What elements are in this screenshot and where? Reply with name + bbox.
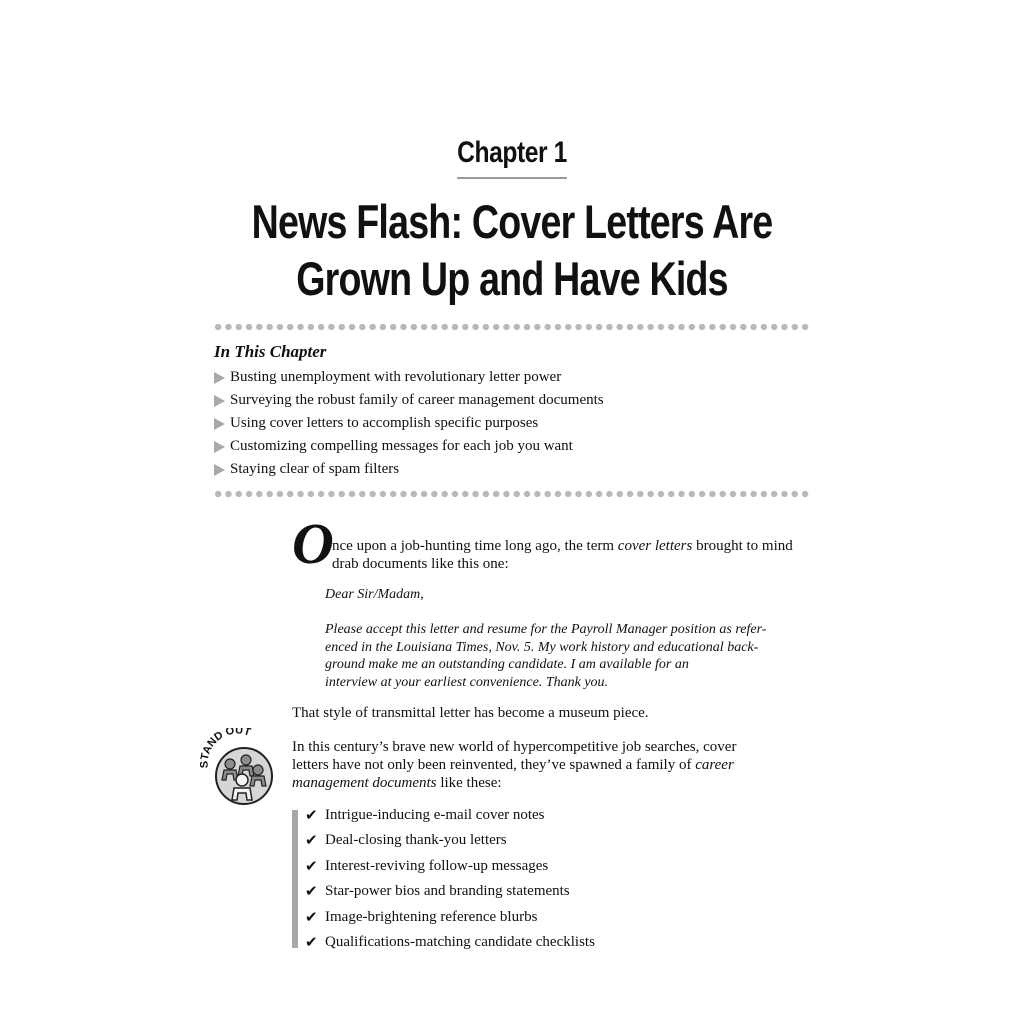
sample-letter-greeting: Dear Sir/Madam, [325, 587, 424, 602]
list-item [214, 437, 604, 460]
body-paragraph-1: That style of transmittal letter has become a museum piece. [292, 705, 649, 721]
body-paragraph-2-line-3 [292, 774, 792, 792]
body-paragraph-2-emphasis-2: management documents [292, 775, 437, 791]
body-paragraph-2-line-2-text: letters have not only been reinvented, they’ve spawned a family of [292, 757, 696, 773]
body-paragraph-2-line-2 [292, 756, 792, 774]
dotted-divider-bottom [213, 490, 811, 498]
in-this-chapter-list [214, 368, 604, 483]
dotted-divider-top [213, 323, 811, 331]
list-item-text: Customizing compelling messages for each job you want [230, 438, 573, 454]
checkmark-icon: ✔ [305, 907, 318, 926]
checkmark-icon: ✔ [305, 932, 318, 951]
intro-paragraph [332, 537, 812, 573]
stand-out-icon [200, 728, 280, 810]
checklist-item-text: Qualifications-matching candidate checklists [325, 933, 595, 950]
list-item [214, 460, 604, 483]
checklist-item [305, 857, 595, 882]
stand-out-icon-lettering: TAND OUT [200, 728, 253, 762]
drop-cap: O [292, 511, 334, 576]
checkmark-icon: ✔ [305, 806, 318, 824]
sample-letter-line: interview at your earliest convenience. Thank you. [325, 674, 609, 690]
chapter-title-line-2: Grown Up and Have Kids [296, 252, 728, 305]
sample-letter-body [325, 621, 807, 691]
checklist-item-text: Interest-reviving follow-up messages [325, 857, 549, 874]
checklist-item-text: Intrigue-inducing e-mail cover notes [325, 807, 545, 823]
triangle-bullet-icon [214, 441, 225, 453]
list-item [214, 414, 604, 437]
checklist-item [305, 933, 595, 958]
list-item-text: Staying clear of spam filters [230, 461, 400, 477]
chapter-label-underline [457, 177, 567, 179]
body-paragraph-2 [292, 738, 792, 792]
body-paragraph-2-line-3-text: like these: [436, 775, 502, 791]
stand-out-icon-graphic [200, 728, 280, 810]
chapter-title [102, 193, 921, 307]
list-item-text: Surveying the robust family of career management documents [230, 392, 604, 408]
triangle-bullet-icon [214, 464, 225, 476]
in-this-chapter-heading: In This Chapter [214, 342, 327, 361]
checklist-item-text: Image-brightening reference blurbs [325, 908, 538, 925]
chapter-label: Chapter 1 [457, 136, 567, 169]
list-item [214, 391, 604, 414]
intro-text-b: brought to mind drab documents like this one: [332, 538, 793, 572]
triangle-bullet-icon [214, 418, 225, 430]
list-item-text: Busting unemployment with revolutionary letter power [230, 369, 562, 385]
sample-letter-line: Please accept this letter and resume for the Payroll Manager position as refer- [325, 622, 767, 637]
checkmark-icon: ✔ [305, 856, 318, 875]
checkmark-icon: ✔ [305, 882, 318, 901]
triangle-bullet-icon [214, 395, 225, 407]
checklist-item-text: Deal-closing thank-you letters [325, 832, 507, 849]
list-item-text: Using cover letters to accomplish specific purposes [230, 415, 539, 431]
checklist-item [305, 908, 595, 933]
checklist-item [305, 882, 595, 907]
sample-letter-line: ground make me an outstanding candidate. I am available for an [325, 657, 689, 672]
checklist [305, 806, 595, 958]
chapter-title-line-1: News Flash: Cover Letters Are [251, 195, 773, 248]
sample-letter-line: enced in the Louisiana Times, Nov. 5. My work history and educational back- [325, 639, 759, 655]
checklist-item [305, 831, 595, 856]
intro-emphasis: cover letters [617, 538, 693, 554]
checklist-item-text: Star-power bios and branding statements [325, 883, 570, 900]
list-item [214, 368, 604, 391]
triangle-bullet-icon [214, 372, 225, 384]
checkmark-icon: ✔ [305, 831, 318, 850]
checklist-item [305, 806, 595, 831]
intro-text-a: nce upon a job-hunting time long ago, the term [332, 538, 618, 554]
body-paragraph-2-line-1: In this century’s brave new world of hypercompetitive job searches, cover [292, 739, 737, 755]
checklist-side-bar [292, 810, 298, 948]
body-paragraph-2-emphasis-1: career [695, 757, 734, 773]
